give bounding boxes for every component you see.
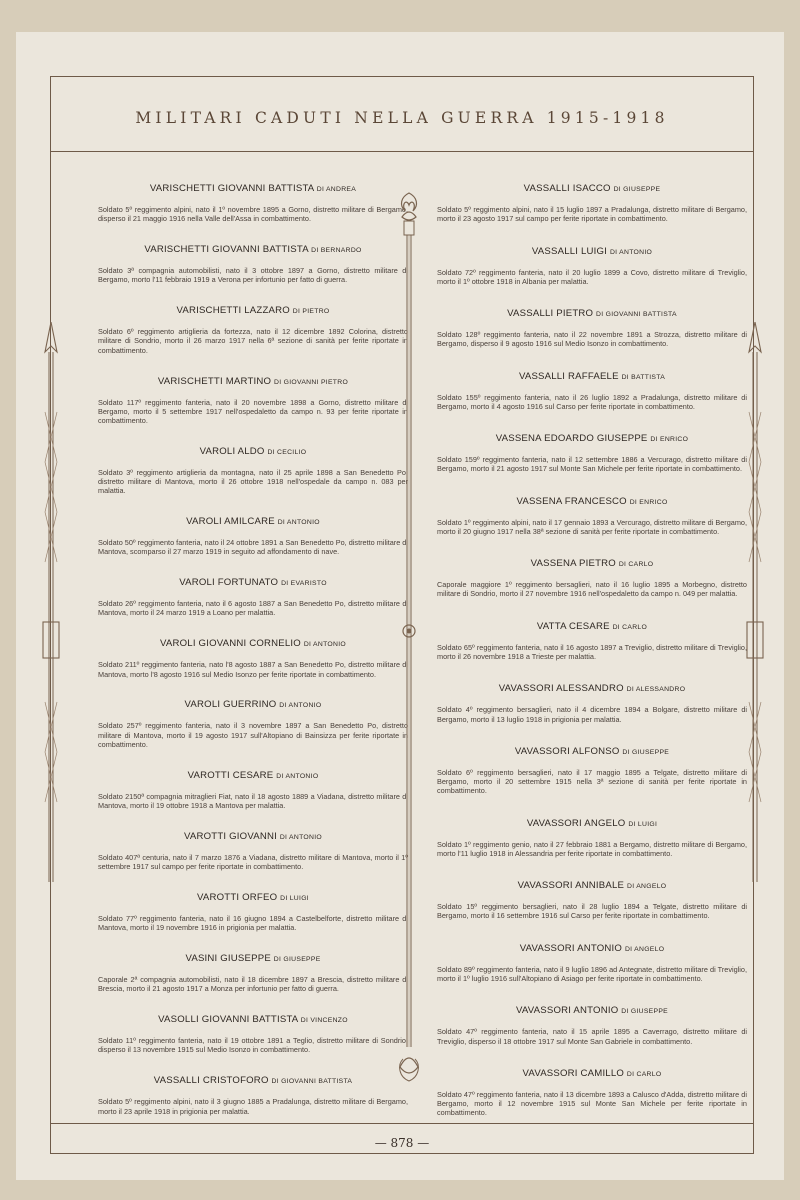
- surname-given-name: VAROTTI ORFEO: [197, 892, 278, 904]
- record-name: [98, 953, 408, 966]
- record-name: [437, 371, 747, 384]
- patronymic: DI ENRICO: [650, 436, 689, 444]
- surname-given-name: VAROTTI CESARE: [187, 769, 274, 781]
- record-entry: [98, 244, 408, 284]
- record-text: Caporale 2ª compagnia automobilisti, nato il 18 dicembre 1897 a Brescia, distretto militare di Brescia, morto il 21 agosto 1917 a Monza per infortunio per fatto di guerra.: [98, 975, 408, 994]
- record-text: Soldato 26º reggimento fanteria, nato il 6 agosto 1887 a San Benedetto Po, distretto militare di Mantova, morto il 24 marzo 1919 a Loano per malattia.: [98, 599, 408, 618]
- record-name: [98, 638, 408, 651]
- record-entry: [437, 246, 747, 286]
- record-name: [437, 943, 747, 956]
- surname-given-name: VASSALLI LUIGI: [531, 245, 608, 257]
- surname-given-name: VAROLI GUERRINO: [184, 699, 277, 711]
- patronymic: DI LUIGI: [628, 820, 658, 828]
- patronymic: DI BERNARDO: [311, 247, 362, 255]
- record-text: Soldato 6º reggimento bersaglieri, nato il 17 maggio 1895 a Telgate, distretto militare di Bergamo, morto il 20 settembre 1915 nella 3ª sezione di sanità per ferite riportate in combattimento.: [437, 767, 747, 796]
- record-entry: [98, 953, 408, 993]
- record-text: Soldato 47º reggimento fanteria, nato il 13 dicembre 1893 a Calusco d'Adda, distretto militare di Bergamo, morto il 12 novembre 1915 sul Monte San Michele per ferite riportate in combattimento.: [437, 1089, 747, 1118]
- record-text: Caporale maggiore 1º reggimento bersaglieri, nato il 16 luglio 1895 a Morbegno, distretto militare di Sondrio, morto il 27 novembre 1916 nell'ospedaletto da campo n. 049 per malattia.: [437, 580, 747, 599]
- record-text: Soldato 89º reggimento fanteria, nato il 9 luglio 1896 ad Antegnate, distretto militare di Treviglio, morto il 1º luglio 1916 sull'Altopiano di Asiago per ferite riportate in combattimento.: [437, 964, 747, 983]
- surname-given-name: VARISCHETTI LAZZARO: [176, 305, 290, 317]
- surname-given-name: VASSALLI RAFFAELE: [518, 370, 619, 382]
- patronymic: DI ANTONIO: [277, 519, 320, 527]
- patronymic: DI GIUSEPPE: [622, 748, 670, 756]
- patronymic: DI CARLO: [618, 561, 654, 569]
- surname-given-name: VAVASSORI ALFONSO: [514, 745, 620, 757]
- record-text: Soldato 159º reggimento fanteria, nato il 12 settembre 1886 a Vercurago, distretto militare di Bergamo, morto il 21 agosto 1917 sul Monte San Michele per ferite riportate in combattimento.: [437, 455, 747, 474]
- surname-given-name: VASSALLI ISACCO: [523, 183, 611, 194]
- record-entry: [437, 818, 747, 858]
- patronymic: DI ANTONIO: [609, 248, 653, 256]
- surname-given-name: VAVASSORI CAMILLO: [522, 1067, 625, 1079]
- surname-given-name: VAVASSORI ALESSANDRO: [498, 683, 624, 695]
- record-name: [98, 376, 408, 389]
- record-text: Soldato 3ª compagnia automobilisti, nato il 3 ottobre 1897 a Gorno, distretto militare di Bergamo, morto l'11 febbraio 1919 a Verona per infortunio per fatto di guerra.: [98, 266, 408, 285]
- record-name: [437, 683, 747, 696]
- record-entry: [98, 1014, 408, 1054]
- record-entry: [98, 770, 408, 810]
- patronymic: DI GIOVANNI BATTISTA: [271, 1078, 353, 1086]
- record-entry: [437, 183, 747, 223]
- surname-given-name: VASOLLI GIOVANNI BATTISTA: [158, 1014, 298, 1026]
- record-name: [98, 770, 408, 783]
- record-name: [98, 1014, 408, 1027]
- record-entry: [98, 1075, 408, 1115]
- record-text: Soldato 4º reggimento bersaglieri, nato il 4 dicembre 1894 a Bolgare, distretto militare di Bergamo, morto il 13 luglio 1918 in prigionia per malattia.: [437, 705, 747, 724]
- surname-given-name: VAROTTI GIOVANNI: [184, 830, 277, 842]
- patronymic: DI GIOVANNI BATTISTA: [596, 311, 677, 319]
- record-name: [437, 880, 747, 893]
- right-lance-ornament: [744, 322, 766, 882]
- footer-rule: [51, 1123, 753, 1124]
- record-name: [98, 305, 408, 318]
- record-entry: [98, 446, 408, 496]
- record-text: Soldato 117º reggimento fanteria, nato il 20 novembre 1898 a Gorno, distretto militare di Bergamo, morto il 5 settembre 1917 nell'ospedaletto da campo n. 93 per ferite riportate in combattimento.: [98, 397, 408, 425]
- record-name: [437, 496, 747, 509]
- record-entry: [437, 880, 747, 920]
- record-entry: [437, 496, 747, 536]
- record-text: Soldato 1º reggimento alpini, nato il 17 gennaio 1893 a Vercurago, distretto militare di Bergamo, morto il 20 giugno 1917 nella 38ª sezione di sanità per ferite riportate in combattimento.: [437, 517, 747, 536]
- record-entry: [437, 1005, 747, 1045]
- patronymic: DI ALESSANDRO: [626, 686, 686, 694]
- record-text: Soldato 257º reggimento fanteria, nato il 3 novembre 1897 a San Benedetto Po, distretto militare di Mantova, morto il 19 agosto 1917 sull'Altopiano di Bainsizza per ferite riportate in combattimento.: [98, 721, 408, 749]
- record-text: Soldato 5º reggimento alpini, nato il 15 luglio 1897 a Pradalunga, distretto militare di Bergamo, morto il 23 agosto 1917 sul campo per ferite riportate in combattimento.: [437, 205, 747, 224]
- patronymic: DI GIUSEPPE: [621, 1008, 668, 1016]
- record-text: Soldato 128º reggimento fanteria, nato il 22 novembre 1891 a Strozza, distretto militare di Bergamo, disperso il 9 agosto 1916 sul Medio Isonzo in combattimento.: [437, 330, 747, 349]
- record-entry: [437, 433, 747, 473]
- page-frame: [50, 76, 754, 1154]
- surname-given-name: VATTA CESARE: [536, 620, 610, 632]
- patronymic: DI GIUSEPPE: [613, 186, 661, 193]
- record-text: Soldato 6º reggimento artiglieria da fortezza, nato il 12 dicembre 1892 Colorina, distretto militare di Sondrio, morto il 26 marzo 1917 nella 6ª sezione di sanità per ferite riportate in combattimento.: [98, 327, 408, 355]
- patronymic: DI ANGELO: [624, 945, 665, 953]
- record-name: [437, 818, 747, 831]
- patronymic: DI GIOVANNI PIETRO: [274, 378, 349, 386]
- surname-given-name: VASSALLI CRISTOFORO: [153, 1075, 269, 1087]
- patronymic: DI LUIGI: [280, 895, 309, 903]
- patronymic: DI BATTISTA: [621, 373, 666, 381]
- title-bar: [51, 77, 753, 152]
- surname-given-name: VASSALLI PIETRO: [507, 308, 594, 320]
- surname-given-name: VAVASSORI ANGELO: [526, 817, 626, 829]
- patronymic: DI EVARISTO: [281, 580, 327, 588]
- patronymic: DI ANTONIO: [279, 702, 322, 710]
- surname-given-name: VAVASSORI ANTONIO: [515, 1005, 619, 1017]
- record-text: Soldato 211º reggimento fanteria, nato l'8 agosto 1887 a San Benedetto Po, distretto militare di Mantova, morto l'8 agosto 1916 sul Medio Isonzo per ferite riportate in combattimento.: [98, 660, 408, 679]
- patronymic: DI CARLO: [626, 1070, 662, 1078]
- patronymic: DI ANTONIO: [279, 833, 322, 841]
- surname-given-name: VARISCHETTI GIOVANNI BATTISTA: [144, 244, 309, 256]
- record-entry: [98, 831, 408, 871]
- record-entry: [437, 308, 747, 348]
- record-text: Soldato 50º reggimento fanteria, nato il 24 ottobre 1891 a San Benedetto Po, distretto militare di Mantova, scomparso il 27 marzo 1919 in seguito ad affondamento di nave.: [98, 538, 408, 557]
- record-text: Soldato 155º reggimento fanteria, nato il 26 luglio 1892 a Pradalunga, distretto militare di Bergamo, morto il 4 agosto 1916 sul Carso per ferite riportate in combattimento.: [437, 392, 747, 411]
- record-entry: [437, 943, 747, 983]
- record-name: [437, 308, 747, 321]
- record-entry: [98, 376, 408, 426]
- record-name: [437, 621, 747, 634]
- page-sheet: [16, 32, 784, 1180]
- record-text: Soldato 15º reggimento bersaglieri, nato il 28 luglio 1894 a Telgate, distretto militare di Bergamo, morto il 16 settembre 1916 sul Carso per ferite riportate in combattimento.: [437, 902, 747, 921]
- record-text: Soldato 65º reggimento fanteria, nato il 16 agosto 1897 a Treviglio, distretto militare di Treviglio, morto il 26 novembre 1918 a Trieste per malattia.: [437, 642, 747, 662]
- record-text: Soldato 5º reggimento alpini, nato il 3 giugno 1885 a Pradalunga, distretto militare di Bergamo, morto il 23 aprile 1918 in prigionia per malattia.: [98, 1097, 408, 1116]
- record-entry: [98, 699, 408, 749]
- surname-given-name: VASSENA EDOARDO GIUSEPPE: [495, 433, 648, 445]
- record-name: [98, 892, 408, 905]
- page-number: — 878 —: [374, 1136, 430, 1150]
- record-name: [98, 831, 408, 844]
- record-entry: [437, 558, 747, 598]
- record-text: Soldato 47º reggimento fanteria, nato il 15 aprile 1895 a Caverrago, distretto militare di Treviglio, disperso il 18 ottobre 1917 sul Monte San Gabriele in combattimento.: [437, 1027, 747, 1046]
- left-column: [98, 183, 408, 1116]
- record-name: [98, 446, 408, 459]
- record-name: [98, 577, 408, 590]
- record-name: [437, 246, 747, 259]
- record-name: [437, 558, 747, 571]
- record-entry: [437, 371, 747, 411]
- record-entry: [437, 683, 747, 723]
- patronymic: DI PIETRO: [292, 308, 330, 316]
- surname-given-name: VARISCHETTI MARTINO: [157, 375, 272, 387]
- patronymic: DI ANTONIO: [276, 772, 319, 780]
- record-entry: [437, 746, 747, 796]
- patronymic: DI ANGELO: [627, 883, 667, 891]
- patronymic: DI CARLO: [612, 623, 648, 631]
- record-text: Soldato 5º reggimento alpini, nato il 1º novembre 1895 a Gorno, distretto militare di Bergamo, disperso il 21 maggio 1916 nella Valle dell'Assa in combattimento.: [98, 205, 408, 224]
- surname-given-name: VARISCHETTI GIOVANNI BATTISTA: [149, 183, 314, 194]
- surname-given-name: VAVASSORI ANTONIO: [519, 942, 623, 954]
- record-name: [437, 183, 747, 196]
- record-name: [437, 1005, 747, 1018]
- record-entry: [437, 621, 747, 661]
- patronymic: DI ANTONIO: [303, 641, 346, 649]
- record-entry: [98, 183, 408, 223]
- surname-given-name: VAROLI FORTUNATO: [179, 577, 279, 589]
- page-title: MILITARI CADUTI NELLA GUERRA 1915-1918: [135, 109, 669, 127]
- record-entry: [98, 577, 408, 617]
- record-entry: [98, 305, 408, 355]
- record-name: [98, 244, 408, 257]
- surname-given-name: VASSENA PIETRO: [530, 558, 616, 570]
- center-staff-ornament: [397, 187, 421, 1087]
- patronymic: DI ENRICO: [629, 498, 668, 506]
- record-name: [437, 746, 747, 759]
- record-entry: [98, 638, 408, 678]
- record-entry: [98, 892, 408, 932]
- record-text: Soldato 2150ª compagnia mitraglieri Fiat, nato il 18 agosto 1889 a Viadana, distretto militare di Mantova, morto il 19 ottobre 1918 a Mantova per malattia.: [98, 791, 408, 810]
- surname-given-name: VAROLI GIOVANNI CORNELIO: [160, 638, 301, 650]
- patronymic: DI VINCENZO: [300, 1017, 348, 1025]
- record-entry: [437, 1068, 747, 1118]
- record-text: Soldato 407ª centuria, nato il 7 marzo 1876 a Viadana, distretto militare di Mantova, morto il 1º settembre 1917 sul campo per ferite riportate in combattimento.: [98, 852, 408, 872]
- patronymic: DI GIUSEPPE: [273, 956, 321, 964]
- record-name: [98, 1075, 408, 1088]
- record-text: Soldato 77º reggimento fanteria, nato il 16 giugno 1894 a Castelbelforte, distretto militare di Mantova, morto il 19 novembre 1916 in prigionia per malattia.: [98, 914, 408, 933]
- patronymic: DI CECILIO: [267, 448, 307, 456]
- record-name: [437, 1068, 747, 1081]
- record-name: [98, 183, 408, 196]
- record-name: [98, 516, 408, 529]
- record-text: Soldato 1º reggimento genio, nato il 27 febbraio 1881 a Bergamo, distretto militare di Bergamo, morto l'11 luglio 1918 in Alessandria per ferite riportate in combattimento.: [437, 839, 747, 858]
- record-name: [98, 699, 408, 712]
- record-text: Soldato 3º reggimento artiglieria da montagna, nato il 25 aprile 1898 a San Benedetto Po, distretto militare di Mantova, morto il 26 ottobre 1918 nell'ospedale da campo n. 083 per malattia.: [98, 467, 408, 496]
- surname-given-name: VAVASSORI ANNIBALE: [517, 880, 625, 892]
- surname-given-name: VAROLI AMILCARE: [186, 516, 275, 528]
- right-column: [437, 183, 747, 1117]
- record-text: Soldato 11º reggimento fanteria, nato il 19 ottobre 1891 a Teglio, distretto militare di Sondrio, disperso il 13 novembre 1915 sul Medio Isonzo in combattimento.: [98, 1036, 408, 1055]
- surname-given-name: VAROLI ALDO: [199, 445, 265, 457]
- left-lance-ornament: [40, 322, 62, 882]
- surname-given-name: VASSENA FRANCESCO: [516, 495, 627, 507]
- record-name: [437, 433, 747, 446]
- record-entry: [98, 516, 408, 556]
- record-text: Soldato 72º reggimento fanteria, nato il 20 luglio 1899 a Covo, distretto militare di Treviglio, morto il 1º ottobre 1918 in Albania per malattia.: [437, 267, 747, 286]
- surname-given-name: VASINI GIUSEPPE: [185, 953, 271, 965]
- patronymic: DI ANDREA: [316, 186, 357, 193]
